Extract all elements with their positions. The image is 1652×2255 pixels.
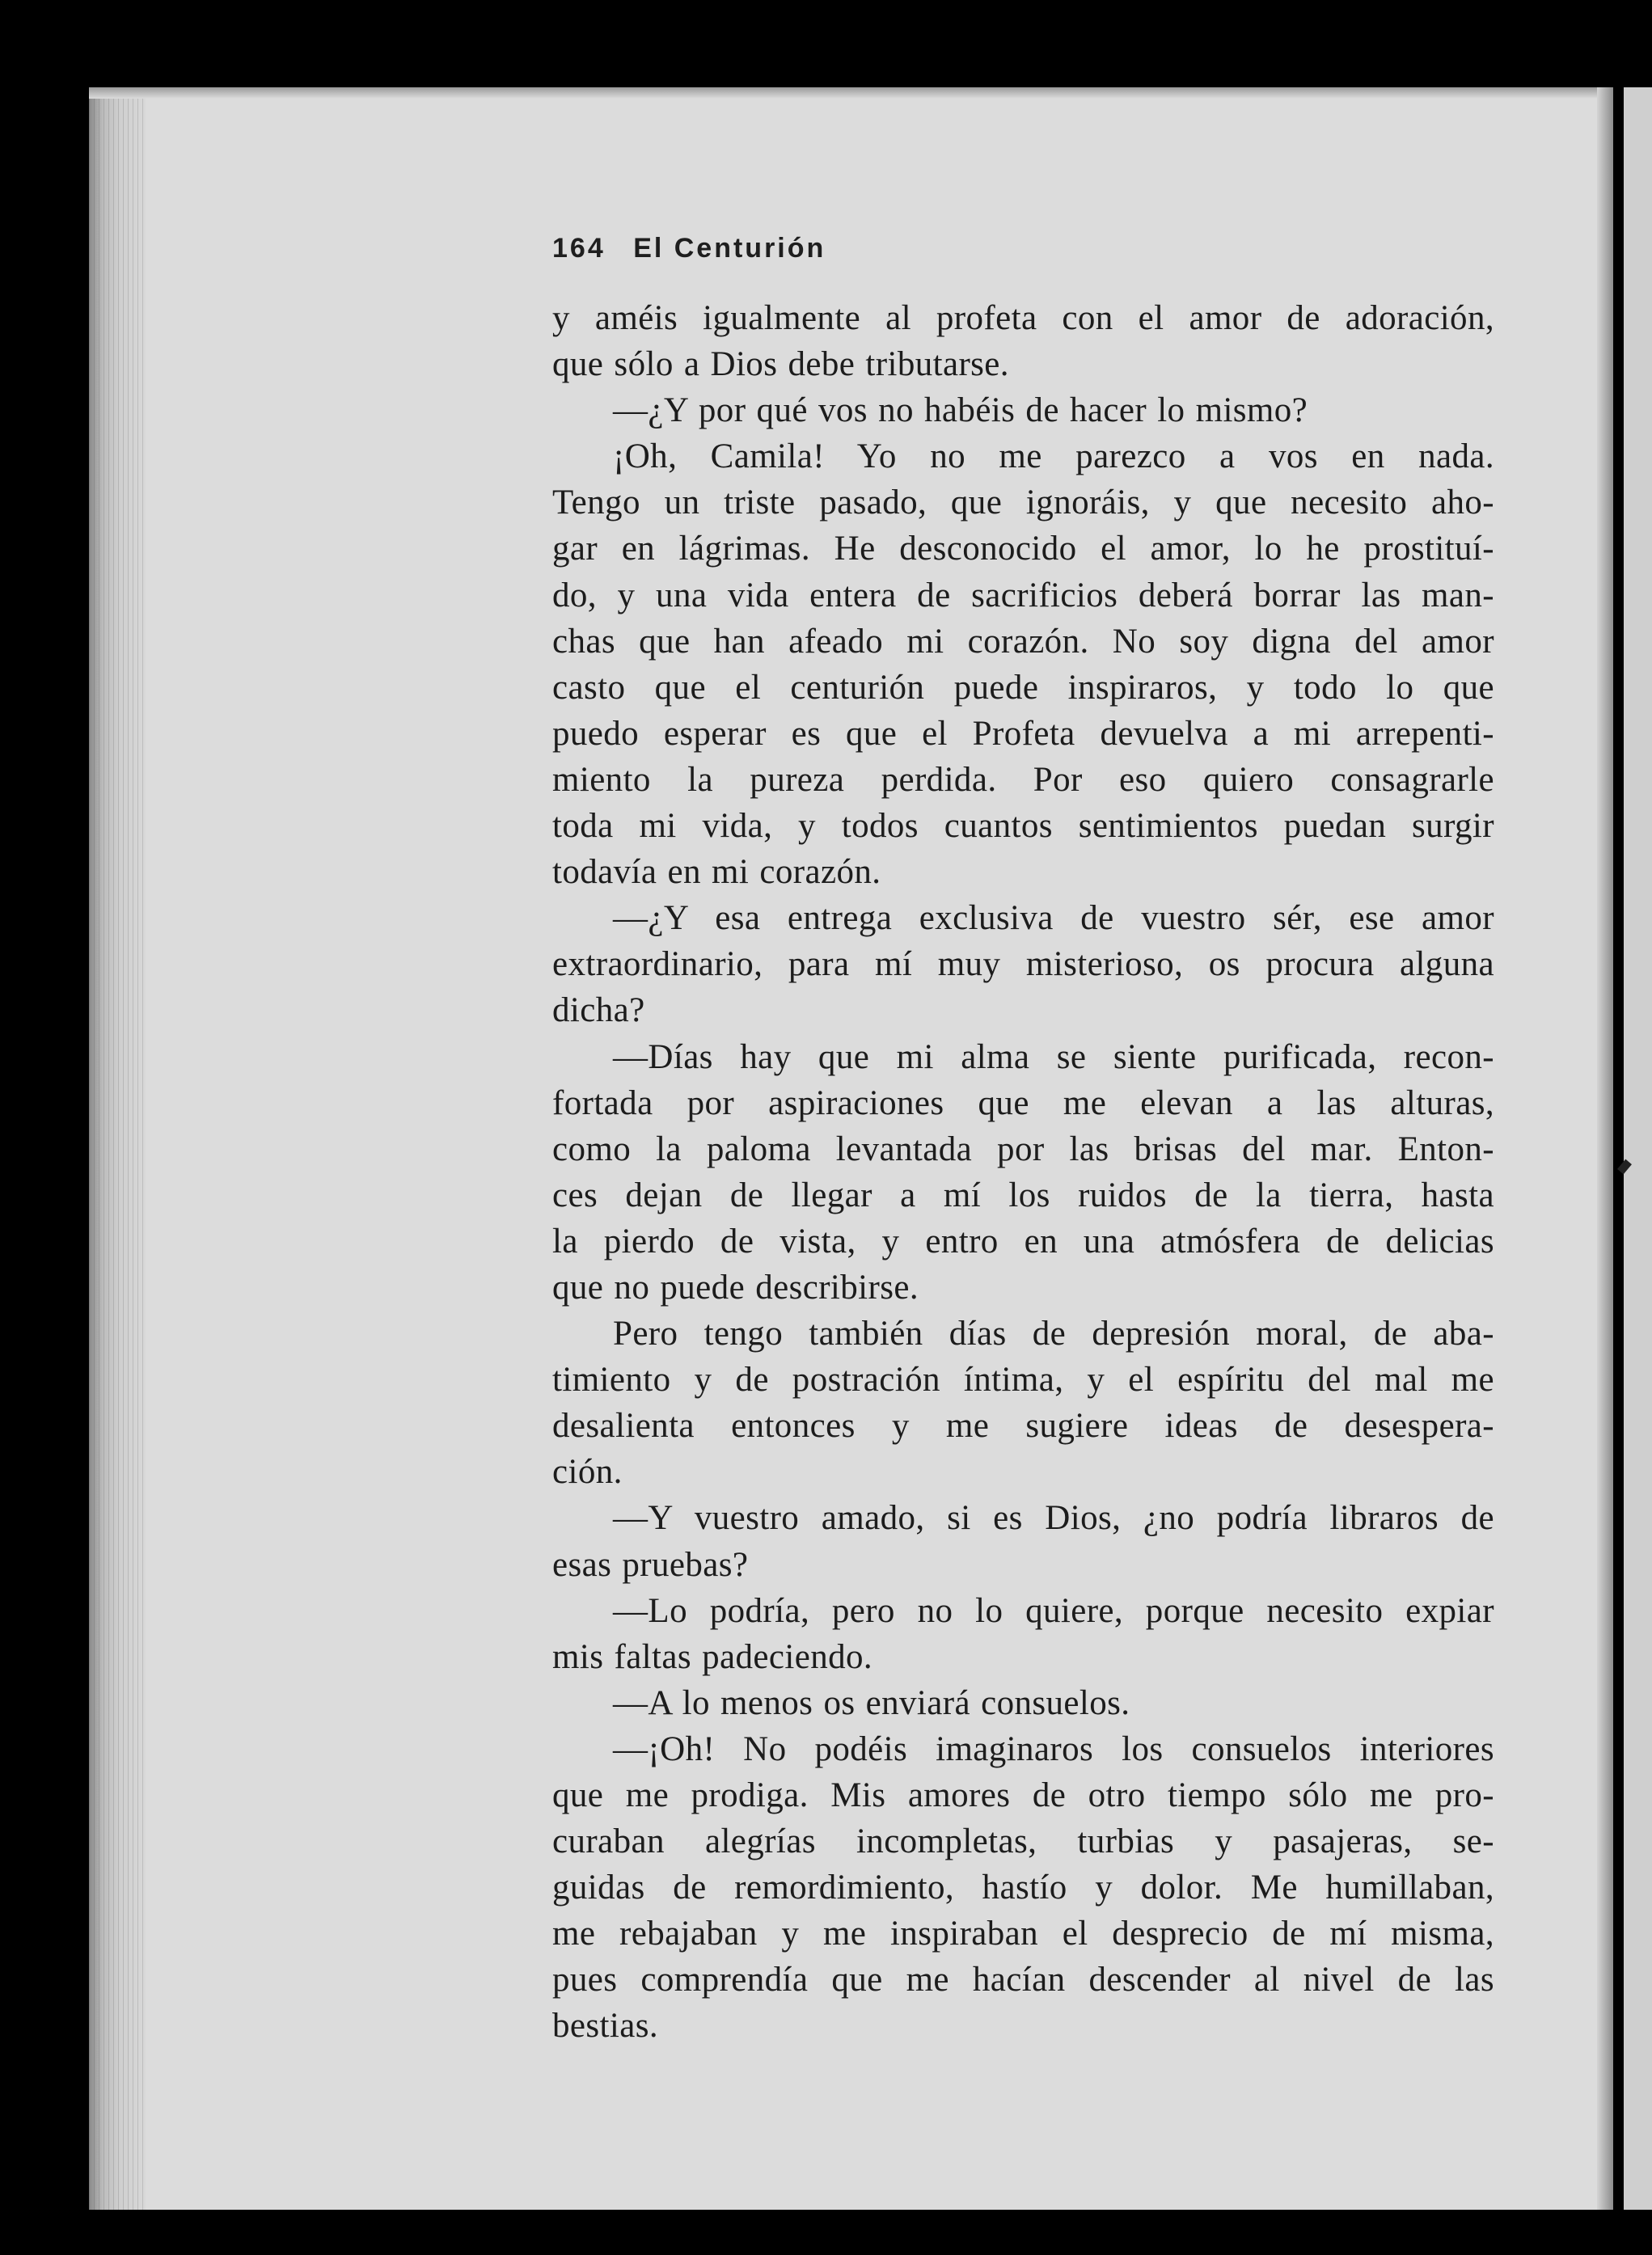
text-line: todavía en mi corazón. <box>552 853 881 892</box>
page-gutter-shadow <box>1597 87 1613 2210</box>
text-line: —¡Oh! No podéis imaginaros los consuelos interiores <box>613 1729 1494 1768</box>
text-line: curaban alegrías incompletas, turbias y pasajeras, se- <box>552 1822 1494 1861</box>
text-line: ¡Oh, Camila! Yo no me parezco a vos en nada. <box>613 437 1494 476</box>
text-line: que me prodiga. Mis amores de otro tiempo sólo me pro- <box>552 1776 1494 1814</box>
text-line: Pero tengo también días de depresión moral, de aba- <box>613 1315 1494 1353</box>
text-line: que sólo a Dios debe tributarse. <box>552 345 1009 384</box>
text-line: miento la pureza perdida. Por eso quiero consagrarle <box>552 760 1494 799</box>
text-line: como la paloma levantada por las brisas del mar. Enton- <box>552 1130 1494 1168</box>
text-line: Tengo un triste pasado, que ignoráis, y que necesito aho- <box>552 484 1494 522</box>
page-top-shadow <box>89 87 1613 99</box>
text-line: do, y una vida entera de sacrificios deberá borrar las man- <box>552 576 1494 614</box>
text-line: y améis igualmente al profeta con el amor de adoración, <box>552 299 1494 337</box>
running-title: El Centurión <box>633 233 826 264</box>
text-line: desalienta entonces y me sugiere ideas de desespera- <box>552 1407 1494 1446</box>
text-line: —A lo menos os enviará consuelos. <box>613 1683 1130 1722</box>
running-header <box>552 233 826 264</box>
text-line: guidas de remordimiento, hastío y dolor. Me humillaban, <box>552 1869 1494 1907</box>
text-line: chas que han afeado mi corazón. No soy digna del amor <box>552 622 1494 661</box>
page-stack-edge <box>89 87 146 2210</box>
text-line: —¿Y por qué vos no habéis de hacer lo mismo? <box>613 391 1308 430</box>
text-line: me rebajaban y me inspiraban el desprecio de mí misma, <box>552 1915 1494 1953</box>
text-line: mis faltas padeciendo. <box>552 1637 873 1676</box>
text-line: ción. <box>552 1453 623 1492</box>
text-line: —¿Y esa entrega exclusiva de vuestro sér, ese amor <box>613 899 1494 938</box>
text-line: que no puede describirse. <box>552 1268 919 1307</box>
text-line: la pierdo de vista, y entro en una atmósfera de delicias <box>552 1222 1494 1261</box>
text-line: timiento y de postración íntima, y el espíritu del mal me <box>552 1361 1494 1400</box>
text-line: toda mi vida, y todos cuantos sentimientos puedan surgir <box>552 807 1494 846</box>
text-line: esas pruebas? <box>552 1545 749 1584</box>
text-line: dicha? <box>552 991 645 1030</box>
text-line: —Días hay que mi alma se siente purificada, recon- <box>613 1037 1494 1076</box>
text-line: —Y vuestro amado, si es Dios, ¿no podría libraros de <box>613 1499 1494 1538</box>
facing-page-strip <box>1624 87 1652 2210</box>
text-line: extraordinario, para mí muy misterioso, os procura alguna <box>552 945 1494 984</box>
page-number: 164 <box>552 233 606 264</box>
text-line: bestias. <box>552 2007 658 2046</box>
text-line: casto que el centurión puede inspiraros, y todo lo que <box>552 668 1494 707</box>
text-line: —Lo podría, pero no lo quiere, porque necesito expiar <box>613 1591 1494 1630</box>
text-line: puedo esperar es que el Profeta devuelva a mi arrepenti- <box>552 714 1494 753</box>
text-line: ces dejan de llegar a mí los ruidos de la tierra, hasta <box>552 1176 1494 1214</box>
text-line: pues comprendía que me hacían descender al nivel de las <box>552 1961 1494 2000</box>
body-text <box>552 295 1494 2050</box>
text-line: gar en lágrimas. He desconocido el amor, lo he prostituí- <box>552 530 1494 568</box>
text-line: fortada por aspiraciones que me elevan a las alturas, <box>552 1083 1494 1122</box>
